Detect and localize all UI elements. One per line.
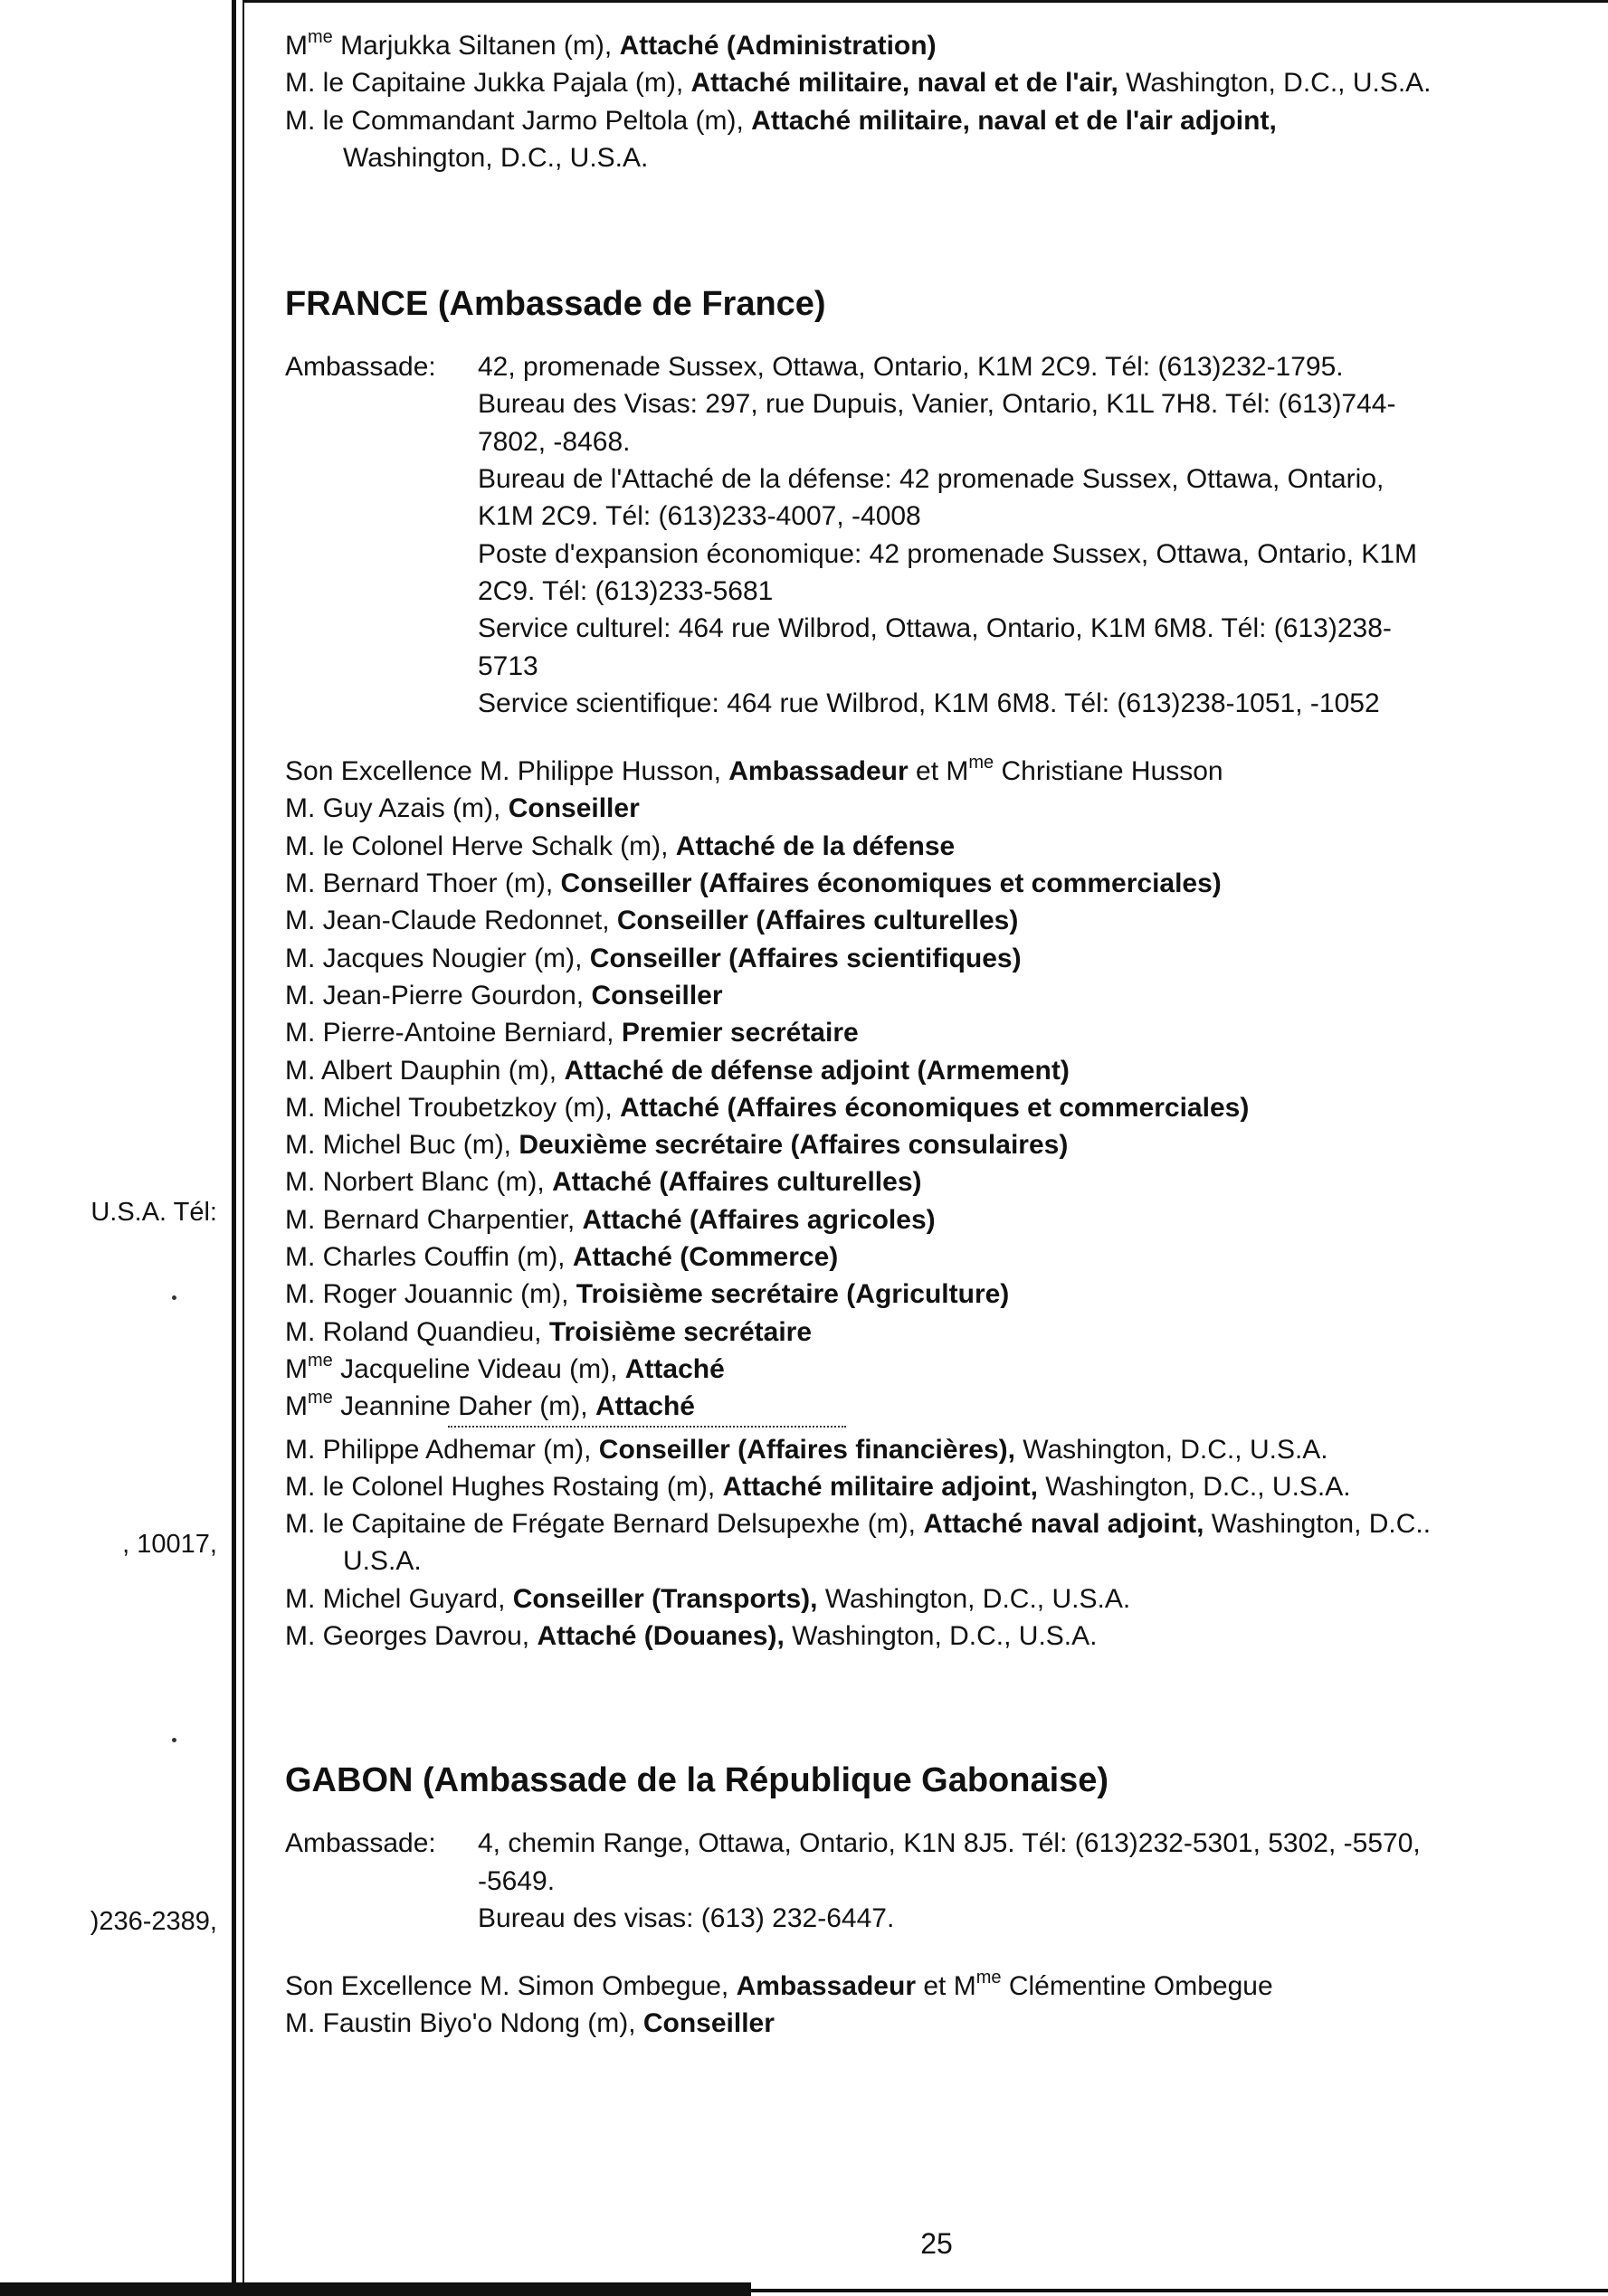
address-lines	[478, 348, 1588, 722]
page-content	[285, 27, 1588, 2260]
staff-entry: M. Jean-Pierre Gourdon, Conseiller	[285, 980, 723, 1010]
france-address-block	[285, 348, 1588, 722]
page-number: 25	[920, 2227, 953, 2260]
address-line: 2C9. Tél: (613)233-5681	[478, 575, 774, 606]
binding-rule	[232, 0, 236, 2296]
top-rule	[244, 0, 1608, 3]
speck	[172, 1295, 176, 1300]
left-page-fragment: U.S.A. Tél:	[90, 1198, 217, 1227]
france-staff-list	[285, 753, 1588, 1425]
staff-entry: M. Roland Quandieu, Troisième secrétaire	[285, 1316, 813, 1347]
staff-entry: M. le Capitaine de Frégate Bernard Delsupexhe (m), Attaché naval adjoint, Washington, D.C..	[285, 1509, 1432, 1540]
staff-entry: M. Jacques Nougier (m), Conseiller (Affaires scientifiques)	[285, 943, 1022, 973]
staff-entry: M. le Commandant Jarmo Peltola (m), Attaché militaire, naval et de l'air adjoint,	[285, 105, 1277, 136]
speck	[172, 1738, 176, 1742]
staff-entry: M. Michel Buc (m), Deuxième secrétaire (Affaires consulaires)	[285, 1130, 1069, 1161]
staff-entry: M. le Colonel Herve Schalk (m), Attaché de la défense	[285, 830, 956, 861]
address-line: 42, promenade Sussex, Ottawa, Ontario, K1M 2C9. Tél: (613)232-1795.	[478, 352, 1344, 383]
staff-entry: $M^{me}$ Jeannine Daher (m), Attaché	[285, 1388, 695, 1422]
staff-entry: U.S.A.	[343, 1546, 422, 1577]
continued-entries	[285, 27, 1588, 176]
address-label: Ambassade:	[285, 352, 436, 383]
staff-entry: M. Pierre-Antoine Berniard, Premier secrétaire	[285, 1018, 859, 1048]
address-line: Service scientifique: 464 rue Wilbrod, K1M 6M8. Tél: (613)238-1051, -1052	[478, 688, 1380, 718]
bottom-rule	[0, 2282, 751, 2296]
staff-entry: M. Charles Couffin (m), Attaché (Commerce)	[285, 1242, 839, 1273]
address-label: Ambassade:	[285, 1828, 436, 1859]
france-washington-list	[285, 1431, 1588, 1656]
staff-entry: M. Michel Guyard, Conseiller (Transports), Washington, D.C., U.S.A.	[285, 1583, 1131, 1614]
staff-entry: M. Jean-Claude Redonnet, Conseiller (Affaires culturelles)	[285, 906, 1019, 936]
gabon-staff-list	[285, 1968, 1588, 2043]
bottom-rule-thin	[751, 2289, 1608, 2292]
staff-entry: $M^{me}$ Marjukka Siltanen (m), Attaché (Administration)	[285, 27, 937, 61]
staff-entry: M. Philippe Adhemar (m), Conseiller (Affaires financières), Washington, D.C., U.S.A.	[285, 1434, 1328, 1465]
staff-entry: Son Excellence M. Philippe Husson, Ambassadeur et $M^{me}$ Christiane Husson	[285, 753, 1223, 787]
gabon-address-block	[285, 1825, 1588, 1937]
staff-entry: M. Albert Dauphin (m), Attaché de défense adjoint (Armement)	[285, 1055, 1070, 1086]
staff-entry: Washington, D.C., U.S.A.	[343, 142, 649, 173]
binding-rule-thin	[243, 0, 244, 2296]
address-line: Bureau des Visas: 297, rue Dupuis, Vanier, Ontario, K1L 7H8. Tél: (613)744-	[478, 389, 1396, 420]
left-page-fragment: )236-2389,	[90, 1907, 217, 1936]
address-line: 7802, -8468.	[478, 426, 631, 457]
address-line: Bureau des visas: (613) 232-6447.	[478, 1902, 895, 1933]
staff-entry: M. Roger Jouannic (m), Troisième secrétaire (Agriculture)	[285, 1279, 1010, 1310]
address-line: Bureau de l'Attaché de la défense: 42 promenade Sussex, Ottawa, Ontario,	[478, 464, 1384, 495]
staff-entry: M. Faustin Biyo'o Ndong (m), Conseiller	[285, 2008, 775, 2039]
gabon-heading: GABON (Ambassade de la République Gabonaise)	[285, 1761, 1109, 1800]
address-line: 5713	[478, 650, 538, 681]
staff-entry: M. Michel Troubetzkoy (m), Attaché (Affaires économiques et commerciales)	[285, 1092, 1250, 1123]
staff-entry: M. Bernard Charpentier, Attaché (Affaires agricoles)	[285, 1204, 936, 1235]
dotted-separator	[448, 1426, 846, 1428]
address-line: Service culturel: 464 rue Wilbrod, Ottawa, Ontario, K1M 6M8. Tél: (613)238-	[478, 613, 1392, 644]
staff-entry: $M^{me}$ Jacqueline Videau (m), Attaché	[285, 1350, 725, 1384]
address-line: 4, chemin Range, Ottawa, Ontario, K1N 8J5. Tél: (613)232-5301, 5302, -5570,	[478, 1828, 1421, 1859]
staff-entry: M. Norbert Blanc (m), Attaché (Affaires culturelles)	[285, 1167, 922, 1198]
address-line: K1M 2C9. Tél: (613)233-4007, -4008	[478, 501, 921, 532]
left-page-fragment: , 10017,	[122, 1530, 217, 1559]
staff-entry: M. le Capitaine Jukka Pajala (m), Attaché militaire, naval et de l'air, Washington, D.C., U.S.A.	[285, 68, 1432, 99]
address-line: Poste d'expansion économique: 42 promenade Sussex, Ottawa, Ontario, K1M	[478, 538, 1417, 569]
staff-entry: M. le Colonel Hughes Rostaing (m), Attaché militaire adjoint, Washington, D.C., U.S.A.	[285, 1471, 1351, 1502]
address-line: -5649.	[478, 1865, 556, 1896]
address-lines	[478, 1825, 1588, 1937]
france-heading: FRANCE (Ambassade de France)	[285, 285, 826, 324]
staff-entry: Son Excellence M. Simon Ombegue, Ambassadeur et $M^{me}$ Clémentine Ombegue	[285, 1968, 1273, 2002]
staff-entry: M. Bernard Thoer (m), Conseiller (Affaires économiques et commerciales)	[285, 868, 1222, 899]
staff-entry: M. Georges Davrou, Attaché (Douanes), Washington, D.C., U.S.A.	[285, 1620, 1098, 1651]
staff-entry: M. Guy Azais (m), Conseiller	[285, 793, 640, 824]
